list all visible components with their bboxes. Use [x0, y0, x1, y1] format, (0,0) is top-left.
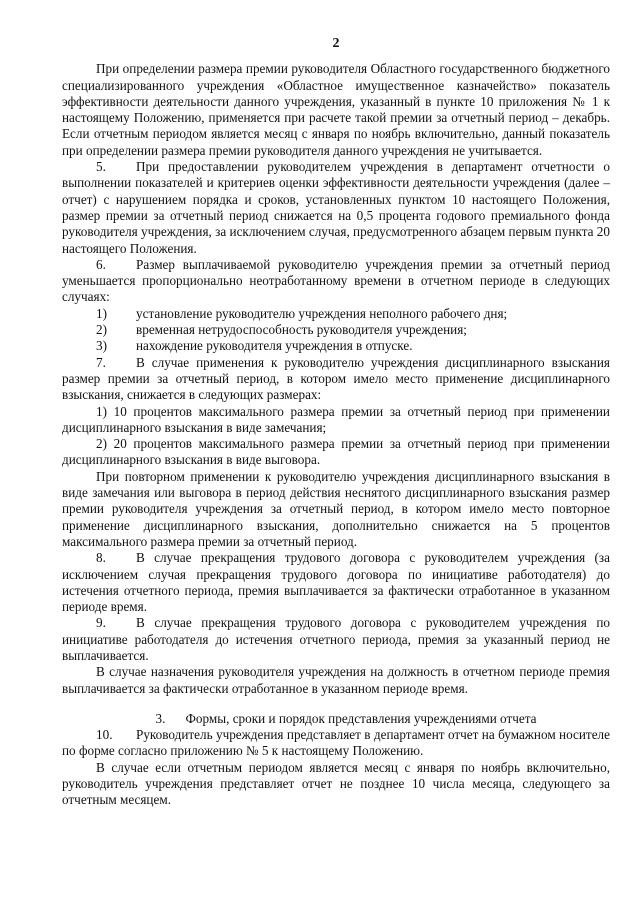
section-number: 3. [155, 710, 166, 726]
paragraph-7-repeat: При повторном применении к руководителю учреждения дисциплинарного взыскания в виде замечания или выговора в период действия неснятого дисциплинарного взыскания размер премии руководителя учреждения за отчетный период, в котором имело место повторное применение дисциплинарного взыскания, дополнительно снижается на 5 процентов максимального размера премии за отчетный период. [62, 468, 610, 549]
paragraph-10: 10. Руководитель учреждения представляет в департамент отчет на бумажном носителе по форме согласно приложению № 5 к настоящему Положению. [62, 727, 610, 759]
list-item-7-2: 2) 20 процентов максимального размера премии за отчетный период при применении дисциплинарного взыскания в виде выговора. [62, 436, 610, 468]
list-number: 2) [96, 322, 107, 338]
list-item-6-3: 3) нахождение руководителя учреждения в отпуске. [96, 338, 413, 354]
paragraph-9: 9. В случае прекращения трудового договора с руководителем учреждения по инициативе работодателя до истечения отчетного периода, премия за указанный период не выплачивается. [62, 615, 610, 663]
list-number: 1) [96, 305, 107, 321]
page-number: 2 [332, 36, 340, 51]
paragraph-8: 8. В случае прекращения трудового договора с руководителем учреждения (за исключением случая прекращения трудового договора по инициативе работодателя) до истечения отчетного периода, премия выплачивается за фактически отработанное в указанном периоде время. [62, 550, 610, 615]
paragraph-9-appointment: В случае назначения руководителя учреждения на должность в отчетном периоде премия выплачивается за фактически отработанное в указанном периоде время. [62, 664, 610, 696]
list-number: 3) [96, 338, 107, 354]
paragraph-number: 5. [96, 159, 106, 175]
section-title: Формы, сроки и порядок представления учреждениями отчета [185, 710, 537, 726]
paragraph-number: 10. [96, 727, 113, 743]
list-item-6-1: 1) установление руководителю учреждения неполного рабочего дня; [96, 305, 508, 321]
paragraph-number: 8. [96, 550, 106, 566]
list-item-6-2: 2) временная нетрудоспособность руководителя учреждения; [96, 322, 467, 338]
document-page [62, 36, 610, 809]
paragraph-premium-treasury: При определении размера премии руководителя Областного государственного бюджетного специализированного учреждения «Областное имущественное казначейство» показатель эффективности деятельности данного учреждения, указанный в пункте 10 приложения № 1 к настоящему Положению, применяется при расчете такой премии за отчетный период – декабрь. Если отчетным периодом является месяц с января по ноябрь включительно, данный показатель при определении размера премии руководителя данного учреждения не учитывается. [62, 61, 610, 158]
paragraph-number: 7. [96, 354, 106, 370]
list-item-7-1: 1) 10 процентов максимального размера премии за отчетный период при применении дисциплинарного взыскания в виде замечания; [62, 403, 610, 435]
paragraph-number: 6. [96, 256, 106, 272]
paragraph-5: 5. При предоставлении руководителем учреждения в департамент отчетности о выполнении показателей и критериев оценки эффективности деятельности учреждения (далее – отчет) с нарушением порядка и сроков, установленных пунктом 10 настоящего Положения, размер премии за отчетный период снижается на 0,5 процента годового премиального фонда руководителя учреждения, за исключением случая, предусмотренного абзацем первым пункта 20 настоящего Положения. [62, 159, 610, 256]
section-heading [62, 711, 610, 727]
paragraph-6: 6. Размер выплачиваемой руководителю учреждения премии за отчетный период уменьшается пропорционально неотработанному времени в отчетном периоде в следующих случаях: [62, 256, 610, 305]
paragraph-7: 7. В случае применения к руководителю учреждения дисциплинарного взыскания размер премии за отчетный период, в котором имело место применение дисциплинарного взыскания, снижается в следующих размерах: [62, 354, 610, 403]
paragraph-10-deadline: В случае если отчетным периодом является месяц с января по ноябрь включительно, руководитель учреждения представляет отчет не позднее 10 числа месяца, следующего за отчетным месяцем. [62, 759, 610, 808]
paragraph-number: 9. [96, 615, 106, 631]
